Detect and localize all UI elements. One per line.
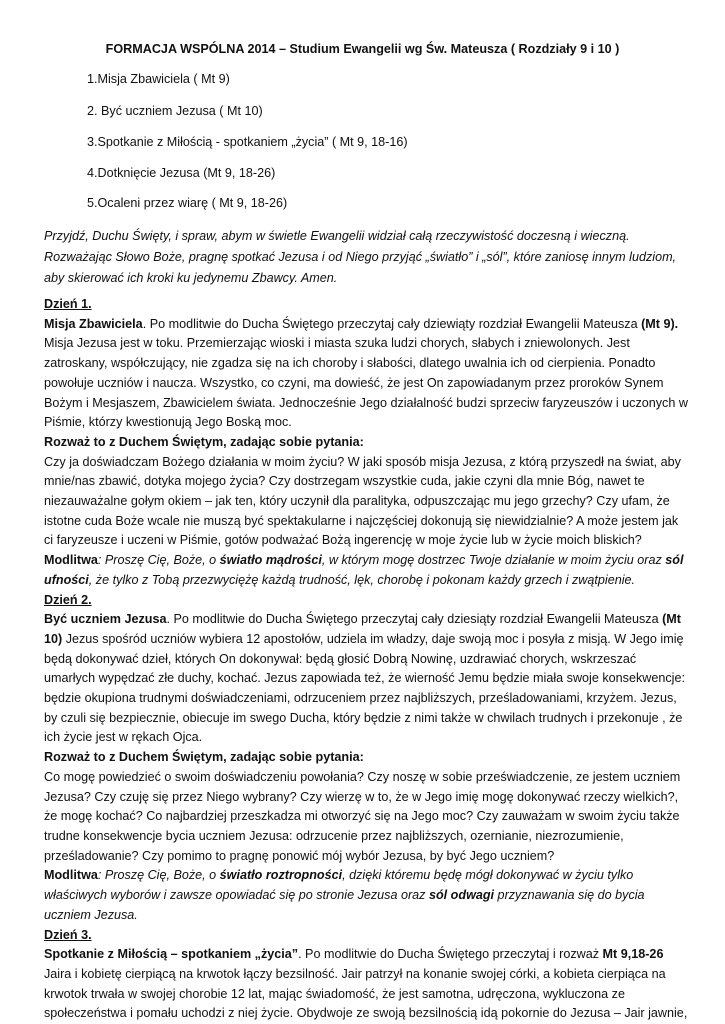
day-2-prayer-light: światło roztropności: [219, 868, 343, 883]
opening-prayer: Przyjdź, Duchu Święty, i spraw, abym w świetle Ewangelii widział całą rzeczywistość doczesną i wieczną. Rozważając Słowo Boże, pragnę spotkać Jezusa i od Niego przyjąć „światło” i „sól”, które zaniosę innym ludziom, aby skierować ich kroki ku jedynemu Zbawcy. Amen.: [44, 229, 677, 285]
day-2-prayer-c: , dzięki któremu będę mógł dokonywać w życiu tylko właściwych wyborów i zawsze opowiadać się po stronie Jezusa oraz: [44, 868, 634, 903]
toc-item-1: 1.Misja Zbawiciela ( Mt 9): [87, 72, 230, 86]
toc-item-5: 5.Ocaleni przez wiarę ( Mt 9, 18-26): [87, 196, 288, 210]
day-1-prayer-c: , w którym mogę dostrzec Twoje działanie w moim życiu oraz: [321, 553, 666, 568]
day-1-prayer-label: Modlitwa: [44, 553, 98, 568]
day-3-body: Jaira i kobietę cierpiącą na krwotok łączy bezsilność. Jair patrzył na konanie swojej córki, a kobieta cierpiąca na krwotok trwała w swojej chorobie 12 lat, mając świadomość, że jest samotna, udręczona, wykluczona ze społeczeństwa i pomału uchodzi z niej życie. Obydwoje ze swoją bezsilnością idą pokornie do Jezusa – Jair jawnie,: [44, 966, 688, 1021]
day-2-questions-header: Rozważ to z Duchem Świętym, zadając sobie pytania:: [44, 750, 364, 765]
day-2-questions: Co mogę powiedzieć o swoim doświadczeniu powołania? Czy noszę w sobie przeświadczenie, ze jestem uczniem Jezusa? Czy czuję się przez Niego wybrany? Czy wierzę w to, że w Jego imię mogę dokonywać rzeczy wielkich?, że mogę kochać? Co najbardziej przeszkadza mi otworzyć się na Jego moc? Czy zauważam w swoim życiu także trudne konsekwencje bycia uczniem Jezusa: odrzucenie przez najbliższych, ozernianie, niezrozumienie, prześladowanie? Czy pomimo to pragnę ponowić mój wybór Jezusa, by być Jego uczniem?: [44, 769, 681, 863]
day-1-section: [44, 295, 690, 1024]
toc-item-3: 3.Spotkanie z Miłością - spotkaniem „życia” ( Mt 9, 18-16): [87, 135, 408, 149]
day-3-header: Dzień 3.: [44, 927, 92, 942]
day-1-questions-header: Rozważ to z Duchem Świętym, zadając sobie pytania:: [44, 434, 364, 449]
day-2-header: Dzień 2.: [44, 592, 92, 607]
day-1-header: Dzień 1.: [44, 297, 92, 311]
day-2-reference: (Mt 10): [44, 612, 681, 646]
day-1-questions: Czy ja doświadczam Bożego działania w moim życiu? W jaki sposób misja Jezusa, z którą przyszedł na świat, aby mnie/nas zbawić, dotyka mojego życia? Czy dostrzegam wszystkie cuda, jakie czyni dla mnie Bóg, nawet te niezauważalne gołym okiem – jak ten, który uczynił dla paralityka, odpuszczając mu jego grzechy? Czy ufam, że istotne cuda Boże wcale nie muszą być spektakularne i najczęściej dokonują się niewidzialnie? A może jestem jak ci faryzeusze i uczeni w Piśmie, gotów podważać Bożą ingerencję w moje życie lub w życie moich bliskich?: [44, 454, 681, 548]
day-2-prayer-label: Modlitwa: [44, 868, 98, 883]
day-2-prayer-salt: sól odwagi: [428, 888, 495, 903]
toc-item-4: 4.Dotknięcie Jezusa (Mt 9, 18-26): [87, 166, 276, 180]
day-3-reference: Mt 9,18-26: [602, 947, 664, 962]
day-1-prayer-light: światło mądrości: [219, 553, 322, 568]
day-2-topic: Być uczniem Jezusa: [44, 612, 167, 627]
day-1-prayer-a: : Proszę Cię, Boże, o: [97, 553, 220, 568]
day-1-reference: (Mt 9).: [641, 316, 679, 331]
day-2-prayer-a: : Proszę Cię, Boże, o: [97, 868, 220, 883]
day-3-instruction: . Po modlitwie do Ducha Świętego przeczytaj i rozważ: [298, 947, 603, 962]
document-title: FORMACJA WSPÓLNA 2014 – Studium Ewangelii wg Św. Mateusza ( Rozdziały 9 i 10 ): [105, 42, 620, 56]
day-3-topic: Spotkanie z Miłością – spotkaniem „życia”: [44, 947, 299, 962]
day-1-topic: Misja Zbawiciela: [44, 316, 143, 331]
toc-item-2: 2. Być uczniem Jezusa ( Mt 10): [87, 104, 263, 118]
day-2-body: Jezus spośród uczniów wybiera 12 apostołów, udziela im władzy, daje swoją moc i posyła z misją. W Jego imię będą dokonywać dzieł, których On dokonywał: będą głosić Dobrą Nowinę, uzdrawiać chorych, wskrzeszać umarłych wypędzać złe duchy, kochać. Jezus zapowiada też, że wierność Jemu będzie miała swoje konsekwencje: będzie okupiona trudnymi doświadczeniami, odrzuceniem przez najbliższych, prześladowaniami, krzyżem. Jezus, by czuli się bezpiecznie, obiecuje im swego Ducha, który będzie z nimi także w chwilach trudnych i przekonuje , że ich życie jest w rękach Ojca.: [44, 631, 685, 745]
day-1-body: Misja Jezusa jest w toku. Przemierzając wioski i miasta szuka ludzi chorych, słabych i zniewolonych. Jest zatroskany, współczujący, nie zgadza się na ich choroby i słabości, dlatego uwalnia ich od cierpienia. Ponadto powołuje uczniów i naucza. Wszystko, co czyni, ma dowieść, że jest On zapowiadanym przez proroków Synem Bożym i Mesjaszem, Zbawicielem świata. Jednocześnie Jego działalność budzi sprzeciw faryzeuszów i uczonych w Piśmie, którzy kwestionują Jego Boską moc.: [44, 336, 688, 430]
day-1-prayer-e: , że tylko z Tobą przezwyciężę każdą trudność, lęk, chorobę i pokonam każdy grzech i zwątpienie.: [88, 572, 636, 587]
day-1-instruction: . Po modlitwie do Ducha Świętego przeczytaj cały dziewiąty rozdział Ewangelii Mateusza: [142, 316, 642, 331]
day-2-instruction: . Po modlitwie do Ducha Świętego przeczytaj cały dziesiąty rozdział Ewangelii Mateusza: [166, 612, 663, 627]
day-2-prayer-e: przyznawania się do bycia uczniem Jezusa.: [44, 888, 645, 922]
day-1-prayer-salt: sól ufności: [44, 553, 684, 587]
